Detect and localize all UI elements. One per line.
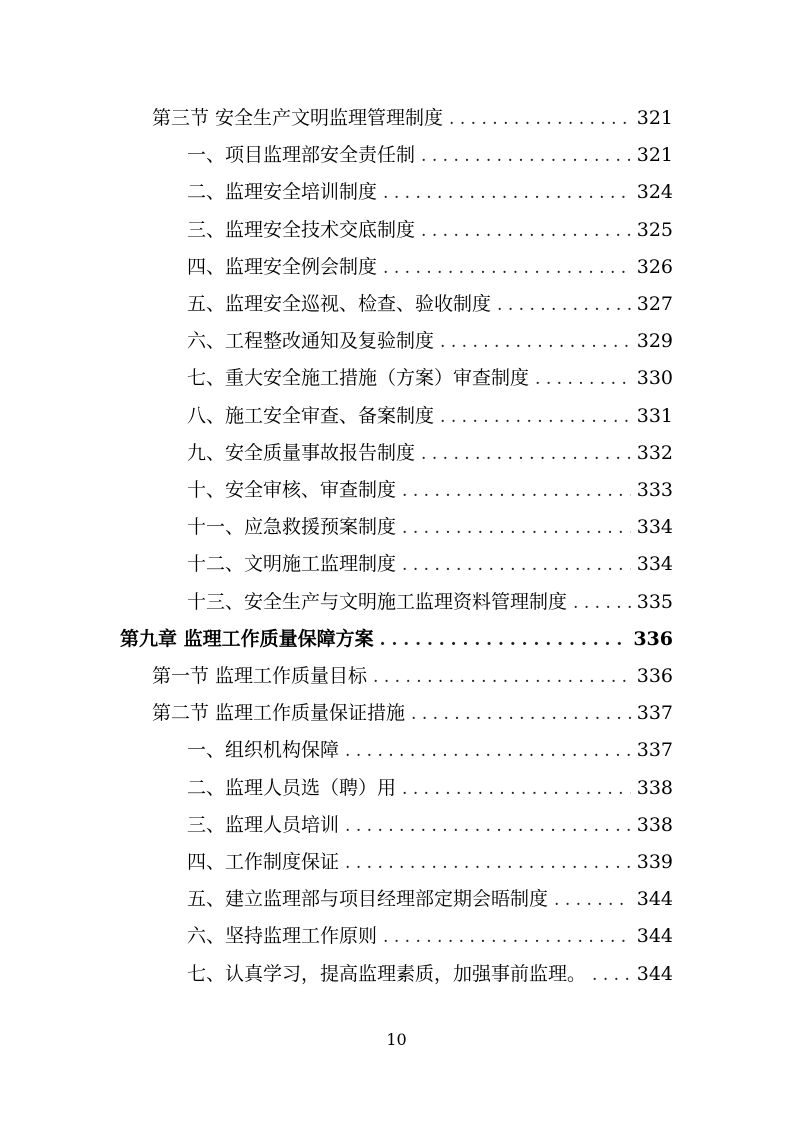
toc-section-entry[interactable] xyxy=(152,695,673,732)
toc-subsection-entry[interactable] xyxy=(187,732,673,769)
toc-entry-page: 321 xyxy=(636,107,673,129)
toc-dot-leader xyxy=(573,585,631,622)
toc-entry-title: 十、安全审核、审查制度 xyxy=(187,479,397,501)
toc-subsection-entry[interactable] xyxy=(187,249,673,286)
toc-entry-title: 十二、文明施工监理制度 xyxy=(187,553,397,576)
toc-dot-leader xyxy=(421,213,631,250)
toc-entry-page: 339 xyxy=(636,851,673,873)
toc-dot-leader xyxy=(421,436,631,473)
toc-entry-title: 一、组织机构保障 xyxy=(187,739,340,762)
toc-dot-leader xyxy=(383,175,631,212)
toc-entry-title: 第九章 监理工作质量保障方案 xyxy=(120,627,374,650)
toc-entry-page: 336 xyxy=(636,665,673,687)
toc-entry-title: 九、安全质量事故报告制度 xyxy=(187,441,416,464)
toc-entry-title: 五、建立监理部与项目经理部定期会晤制度 xyxy=(187,888,549,911)
toc-dot-leader xyxy=(402,510,631,547)
toc-subsection-entry[interactable] xyxy=(187,398,673,435)
toc-entry-title: 二、监理人员选（聘）用 xyxy=(187,776,397,799)
toc-entry-page: 321 xyxy=(636,144,673,167)
toc-entry-page: 337 xyxy=(636,702,673,725)
toc-subsection-entry[interactable] xyxy=(187,137,673,174)
toc-entry-title: 七、重大安全施工措施（方案）审查制度 xyxy=(187,367,530,390)
toc-entry-page: 327 xyxy=(636,293,673,315)
toc-dot-leader xyxy=(345,808,631,845)
toc-dot-leader xyxy=(592,957,631,994)
toc-dot-leader xyxy=(497,287,631,324)
toc-dot-leader xyxy=(380,622,628,659)
toc-subsection-entry[interactable] xyxy=(187,360,673,397)
toc-dot-leader xyxy=(402,473,631,510)
toc-entry-title: 第三节 安全生产文明监理管理制度 xyxy=(152,107,444,129)
toc-entry-page: 331 xyxy=(636,404,673,427)
toc-section-entry[interactable] xyxy=(152,100,673,137)
toc-entry-page: 330 xyxy=(636,367,673,390)
toc-dot-leader xyxy=(402,771,631,808)
toc-entry-title: 第二节 监理工作质量保证措施 xyxy=(152,702,406,725)
page-number: 10 xyxy=(386,1030,407,1049)
toc-entry-page: 334 xyxy=(636,553,673,576)
toc-dot-leader xyxy=(373,659,631,696)
toc-entry-title: 十一、应急救援预案制度 xyxy=(187,516,397,539)
toc-entry-page: 344 xyxy=(636,962,673,985)
toc-subsection-entry[interactable] xyxy=(187,435,673,472)
toc-section-entry[interactable] xyxy=(152,658,673,695)
toc-entry-title: 六、工程整改通知及复验制度 xyxy=(187,330,435,353)
toc-subsection-entry[interactable] xyxy=(187,323,673,360)
toc-dot-leader xyxy=(554,882,631,919)
toc-subsection-entry[interactable] xyxy=(187,807,673,844)
toc-entry-title: 七、认真学习，提高监理素质，加强事前监理。 xyxy=(187,962,587,985)
toc-subsection-entry[interactable] xyxy=(187,472,673,509)
toc-entry-title: 四、监理安全例会制度 xyxy=(187,255,378,278)
toc-dot-leader xyxy=(383,919,631,956)
toc-subsection-entry[interactable] xyxy=(187,286,673,323)
toc-dot-leader xyxy=(402,547,631,584)
toc-entry-title: 五、监理安全巡视、检查、验收制度 xyxy=(187,293,492,315)
toc-entry-title: 八、施工安全审查、备案制度 xyxy=(187,404,435,427)
toc-entry-page: 335 xyxy=(636,590,673,613)
toc-entry-page: 344 xyxy=(636,925,673,948)
toc-subsection-entry[interactable] xyxy=(187,509,673,546)
toc-entry-page: 329 xyxy=(636,330,673,353)
toc-subsection-entry[interactable] xyxy=(187,770,673,807)
toc-entry-title: 三、监理安全技术交底制度 xyxy=(187,218,416,241)
toc-entry-page: 338 xyxy=(636,776,673,799)
toc-dot-leader xyxy=(535,361,631,398)
toc-entry-page: 344 xyxy=(636,888,673,911)
toc-subsection-entry[interactable] xyxy=(187,956,673,993)
toc-entry-page: 333 xyxy=(636,479,673,501)
toc-dot-leader xyxy=(449,101,631,138)
toc-entry-page: 334 xyxy=(636,516,673,539)
toc-subsection-entry[interactable] xyxy=(187,844,673,881)
toc-subsection-entry[interactable] xyxy=(187,584,673,621)
toc-entry-title: 第一节 监理工作质量目标 xyxy=(152,665,368,687)
toc-entry-title: 一、项目监理部安全责任制 xyxy=(187,144,416,167)
toc-entry-page: 324 xyxy=(636,181,673,204)
toc-entry-page: 336 xyxy=(633,627,673,650)
toc-dot-leader xyxy=(440,399,631,436)
toc-entry-title: 十三、安全生产与文明施工监理资料管理制度 xyxy=(187,590,568,613)
toc-entry-title: 四、工作制度保证 xyxy=(187,851,340,873)
toc-entry-title: 二、监理安全培训制度 xyxy=(187,181,378,204)
toc-entry-page: 332 xyxy=(636,441,673,464)
toc-dot-leader xyxy=(345,733,631,770)
toc-subsection-entry[interactable] xyxy=(187,212,673,249)
toc-entry-title: 六、坚持监理工作原则 xyxy=(187,925,378,948)
toc-entry-page: 338 xyxy=(636,813,673,836)
toc-entry-page: 325 xyxy=(636,218,673,241)
toc-dot-leader xyxy=(411,696,631,733)
toc-subsection-entry[interactable] xyxy=(187,918,673,955)
toc-entry-title: 三、监理人员培训 xyxy=(187,813,340,836)
toc-entry-page: 326 xyxy=(636,255,673,278)
toc-dot-leader xyxy=(383,250,631,287)
toc-dot-leader xyxy=(440,324,631,361)
toc-chapter-entry[interactable] xyxy=(120,621,673,658)
toc-entry-page: 337 xyxy=(636,739,673,762)
toc-dot-leader xyxy=(345,845,631,882)
toc-dot-leader xyxy=(421,138,631,175)
toc-subsection-entry[interactable] xyxy=(187,174,673,211)
toc-subsection-entry[interactable] xyxy=(187,546,673,583)
toc-subsection-entry[interactable] xyxy=(187,881,673,918)
